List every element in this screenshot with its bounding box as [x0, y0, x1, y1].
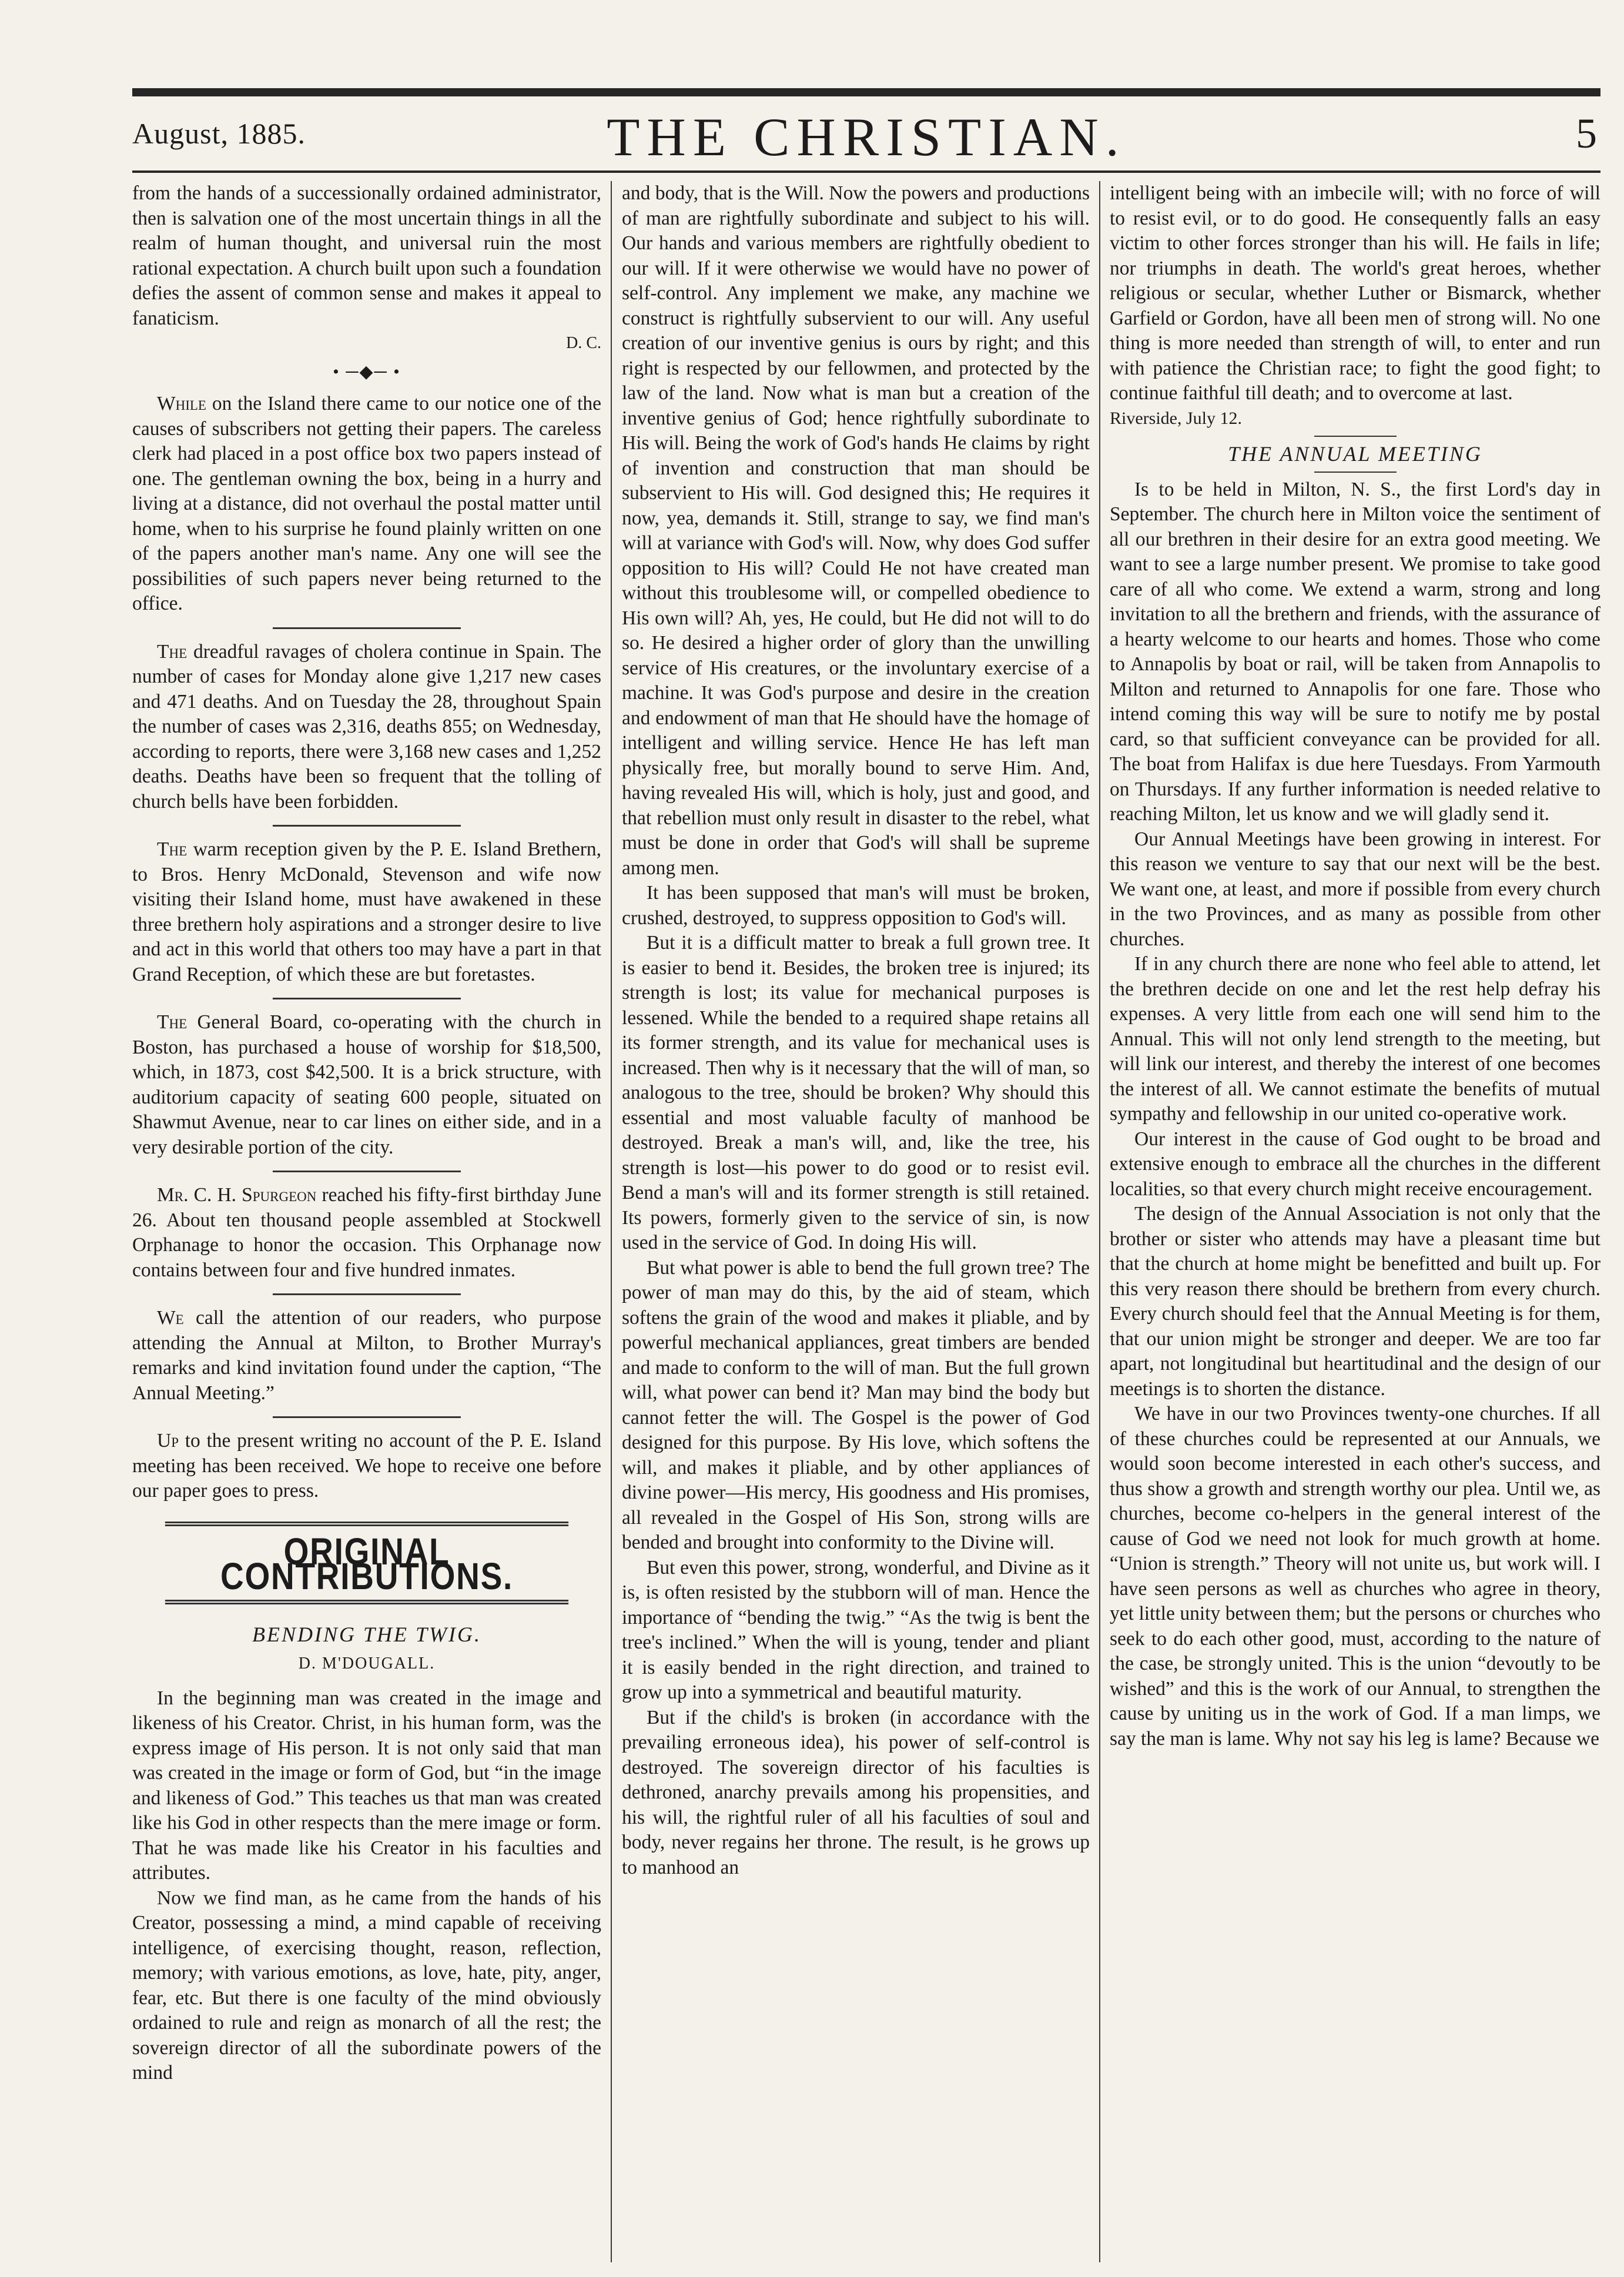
news-lead: The [157, 640, 187, 663]
news-text: General Board, co-operating with the church in Boston, has purchased a house of worship for $18,500, which, in 1873, cost $42,500. It is a brick structure, with auditorium capacity of seating 600 people, situated on Shawmut Avenue, near to car lines on either side, and in a very desirable portion of the city. [132, 1011, 601, 1158]
paragraph: If in any church there are none who feel able to attend, let the brethren decide on one and let the rest help defray his expenses. A very little from each one will send him to the Annual. This will not only lend strength to the meeting, but will link our interest, and thereby the interest of one becomes the interest of all. We cannot estimate the benefits of mutual sympathy and fellowship in our united co-operative work. [1110, 953, 1600, 1125]
news-text: dreadful ravages of cholera continue in Spain. The number of cases for Monday alone give 1,217 new cases and 471 deaths. And on Tuesday the 28, throughout Spain the number of cases was 2,316, deaths 855; on Wednesday, according to reports, there were 3,168 new cases and 1,252 deaths. Deaths have been so frequent that the tolling of church bells have been forbidden. [132, 640, 601, 813]
news-text: warm reception given by the P. E. Island Brethern, to Bros. Henry McDonald, Stevenson and wife now visiting their Island home, must have awakened in these three brethern holy aspirations and a stronger desire to live and act in this world that others too may have a part in that Grand Reception, of which these are but foretastes. [132, 838, 601, 985]
paragraph: Is to be held in Milton, N. S., the first Lord's day in September. The church here in Milton voice the sentiment of all our brethren in their desire for an extra good meeting. We want to see a large number present. We promise to take good care of all who come. We extend a warm, strong and long invitation to all the brethern and friends, with the assurance of a hearty welcome to our hearts and homes. Those who come to Annapolis by boat or rail, will be taken from Annapolis to Milton and returned to Annapolis for one fare. Those who intend coming this way will be sure to notify me by postal card, so that sufficient conveyance can be provided for all. The boat from Halifax is due here Tuesdays. From Yarmouth on Thursdays. If any further information is needed relative to reaching Milton, let us know and we will gladly send it. [1110, 478, 1600, 825]
column-divider [611, 181, 612, 2262]
column-divider [1099, 181, 1100, 2262]
news-item [132, 1429, 601, 1504]
signature: D. C. [566, 334, 601, 352]
news-text: to the present writing no account of the P. E. Island meeting has been received. We hope to receive one before our paper goes to press. [132, 1430, 601, 1502]
column-1 [132, 181, 601, 2262]
news-lead: We [157, 1307, 184, 1329]
section-heading: ORIGINAL CONTRIBUTIONS. [165, 1522, 568, 1604]
column-2 [622, 181, 1090, 2262]
ornament-divider: • ─◆─ • [333, 362, 401, 382]
news-item [132, 640, 601, 815]
issue-date: August, 1885. [132, 117, 306, 150]
paragraph: Our interest in the cause of God ought to be broad and extensive enough to embrace all the churches in the different localities, so that every church might receive encouragement. [1110, 1128, 1600, 1200]
paragraph: But it is a difficult matter to break a full grown tree. It is easier to bend it. Besides, the broken tree is injured; its strength is lost; its value for mechanical purposes is lessened. While the bended to a required shape retains all its former strength, and its value for mechanical uses is increased. Then why is it necessary that the will of man, so analogous to the tree, should be broken? Why should this essential and most valuable faculty of manhood be destroyed. Break a man's will, and, like the tree, his strength is lost—his power to do good or to resist evil. Bend a man's will and its former strength is still retained. Its powers, formerly given to the service of sin, is now used in the service of God. In doing His will. [622, 932, 1090, 1253]
paragraph: intelligent being with an imbecile will; with no force of will to resist evil, or to do good. He consequently falls an easy victim to other forces stronger than his will. He fails in life; nor triumphs in death. The world's great heroes, whether religious or secular, whether Luther or Bismarck, whether Garfield or Gordon, have all been men of strong will. No one thing is more needed than strength of will, to enter and run with patience the Christian race; to fight the good fight; to continue faithful till death; and to overcome at last. [1110, 182, 1600, 404]
separator-rule [273, 1293, 460, 1295]
paragraph: But if the child's is broken (in accordance with the prevailing erroneous idea), his power of self-control is destroyed. The sovereign director of his faculties is dethroned, anarchy prevails among his propensities, and his will, the rightful ruler of all his faculties of soul and body, never regains her throne. The result, is he grows up to manhood an [622, 1706, 1090, 1878]
newspaper-title: THE CHRISTIAN. [607, 107, 1126, 167]
paragraph: Now we find man, as he came from the hands of his Creator, possessing a mind, a mind capable of receiving intelligence, of exercising thought, reason, reflection, memory; with various emotions, as love, hate, pity, anger, fear, etc. But there is one faculty of the mind obviously ordained to rule and reign as monarch of all the rest; the sovereign director of all the subordinate powers of the mind [132, 1887, 601, 2084]
column-3 [1110, 181, 1600, 2262]
separator-rule [273, 1171, 460, 1172]
page-number: 5 [1576, 110, 1597, 157]
news-item [132, 1183, 601, 1283]
paragraph: and body, that is the Will. Now the powers and productions of man are rightfully subordinate and subject to his will. Our hands and various members are rightfully obedient to our will. If it were otherwise we would have no power of self-control. Any implement we make, any machine we construct is rightfully subservient to our will. Any useful creation of our inventive genius is ours by right; and this right is respected by our fellowmen, and protected by the law of the land. Now what is man but a creation of the inventive genius of God; hence rightfully subordinate to His will. Being the work of God's hands He claims by right of invention and construction that man should be subservient to His will. God designed this; He requires it now, yea, demands it. Still, strange to say, we find man's will at variance with God's will. Now, why does God suffer opposition to His will? Could He not have created man without this troublesome will, or compelled obedience to His own will? Ah, yes, He could, but He did not will to do so. He desired a higher order of glory than the unwilling service of His creatures, or the involuntary exercise of a machine. It was God's purpose and desire in the creation and endowment of man that He should have the homage of intelligent and willing service. Hence He has left man physically free, but morally bound to serve Him. And, having revealed His will, which is holy, just and good, and that rebellion must only result in disaster to the rebel, what must be done in order that God's will shall be supreme among men. [622, 182, 1090, 879]
paragraph: In the beginning man was created in the image and likeness of his Creator. Christ, in his human form, was the express image of His person. It is not only said that man was created in the image or form of God, but “in the image and likeness of God.” This teaches us that man was created like his God in other respects than the mere image or form. That he was made like his Creator in his faculties and attributes. [132, 1687, 601, 1884]
masthead [132, 101, 1600, 173]
news-text: call the attention of our readers, who purpose attending the Annual at Milton, to Brother Murray's remarks and kind invitation found under the caption, “The Annual Meeting.” [132, 1307, 601, 1404]
paragraph: We have in our two Provinces twenty-one churches. If all of these churches could be represented at our Annuals, we would soon become interested in each other's success, and thus show a growth and strength worthy our plea. Until we, as churches, become co-helpers in the general interest of the cause of God we need not look for much growth at home. “Union is strength.” Theory will not unite us, but work will. I have seen persons as well as churches who agree in theory, yet little unity between them; but the persons or churches who seek to do each other good, must, according to the nature of the case, be strongly united. This is the union “devoutly to be wished” and this is the work of our Annual, to strengthen the cause by uniting us in the work of God. If a man limps, we say the man is lame. Why not say his leg is lame? Because we [1110, 1403, 1600, 1750]
news-lead: Mr. C. H. Spurgeon [157, 1184, 317, 1206]
news-lead: While [157, 393, 206, 414]
paragraph: The design of the Annual Association is not only that the brother or sister who attends may have a pleasant time but that the church at home might be benefitted and built up. For this very reason there should be brethern from every church. Every church should feel that the Annual Meeting is for them, that our union might be stronger and deeper. We are too far apart, not longitudinal but heartitudinal and the design of our meetings is to shorten the distance. [1110, 1203, 1600, 1400]
paragraph: It has been supposed that man's will must be broken, crushed, destroyed, to suppress opposition to God's will. [622, 882, 1090, 929]
separator-rule [273, 825, 460, 827]
news-item [132, 1010, 601, 1160]
separator-rule [1314, 472, 1397, 473]
article-title: BENDING THE TWIG. [252, 1622, 481, 1646]
paragraph: from the hands of a successionally ordained administrator, then is salvation one of the most uncertain things in all the realm of human thought, and universal ruin the most rational expectation. A church built upon such a foundation defies the assent of common sense and makes it appeal to fanaticism. [132, 182, 601, 329]
separator-rule [273, 1416, 460, 1418]
news-item [132, 837, 601, 987]
news-item [132, 392, 601, 617]
paragraph: Our Annual Meetings have been growing in interest. For this reason we venture to say that our next will be the best. We want one, at least, and more if possible from every church in the two Provinces, and as many as possible from other churches. [1110, 828, 1600, 950]
paragraph: But even this power, strong, wonderful, and Divine as it is, is often resisted by the stubborn will of man. Hence the importance of “bending the twig.” “As the twig is bent the tree's inclined.” When the will is young, tender and pliant it is easily bended in the right direction, and trained to grow up into a symmetrical and beautiful maturity. [622, 1556, 1090, 1703]
news-item [132, 1306, 601, 1406]
separator-rule [273, 627, 460, 629]
news-text: reached his fifty-first birthday June 26. About ten thousand people assembled at Stockwell Orphanage to honor the occasion. This Orphanage now contains between four and five hundred inmates. [132, 1184, 601, 1281]
separator-rule [273, 998, 460, 999]
news-lead: The [157, 838, 187, 860]
news-lead: Up [157, 1430, 179, 1452]
paragraph: But what power is able to bend the full grown tree? The power of man may do this, by the aid of steam, which softens the grain of the wood and makes it pliable, and by powerful mechanical appliances, great timbers are bended and made to conform to the will of man. But the full grown will, what power can bend it? Man may bind the body but cannot fetter the will. The Gospel is the power of God designed for this purpose. By His love, which softens the will, and makes it pliable, and by other appliances of divine power—His mercy, His goodness and His promises, all revealed in the Gospel of His Son, strong wills are bended and brought into conformity to the Divine will. [622, 1256, 1090, 1553]
article-byline: D. M'DOUGALL. [298, 1654, 436, 1673]
dateline: Riverside, July 12. [1110, 408, 1242, 428]
news-text: on the Island there came to our notice one of the causes of subscribers not getting their papers. The careless clerk had placed in a post office box two papers instead of one. The gentleman owning the box, being in a hurry and living at a distance, did not overhaul the postal matter until home, when to his surprise he found plainly written on one of the papers another man's name. Any one will see the possibilities of such papers never being returned to the office. [132, 393, 601, 614]
top-border-rule [132, 88, 1600, 96]
separator-rule [1314, 436, 1397, 437]
article-title: THE ANNUAL MEETING [1228, 442, 1482, 466]
news-lead: The [157, 1011, 187, 1033]
